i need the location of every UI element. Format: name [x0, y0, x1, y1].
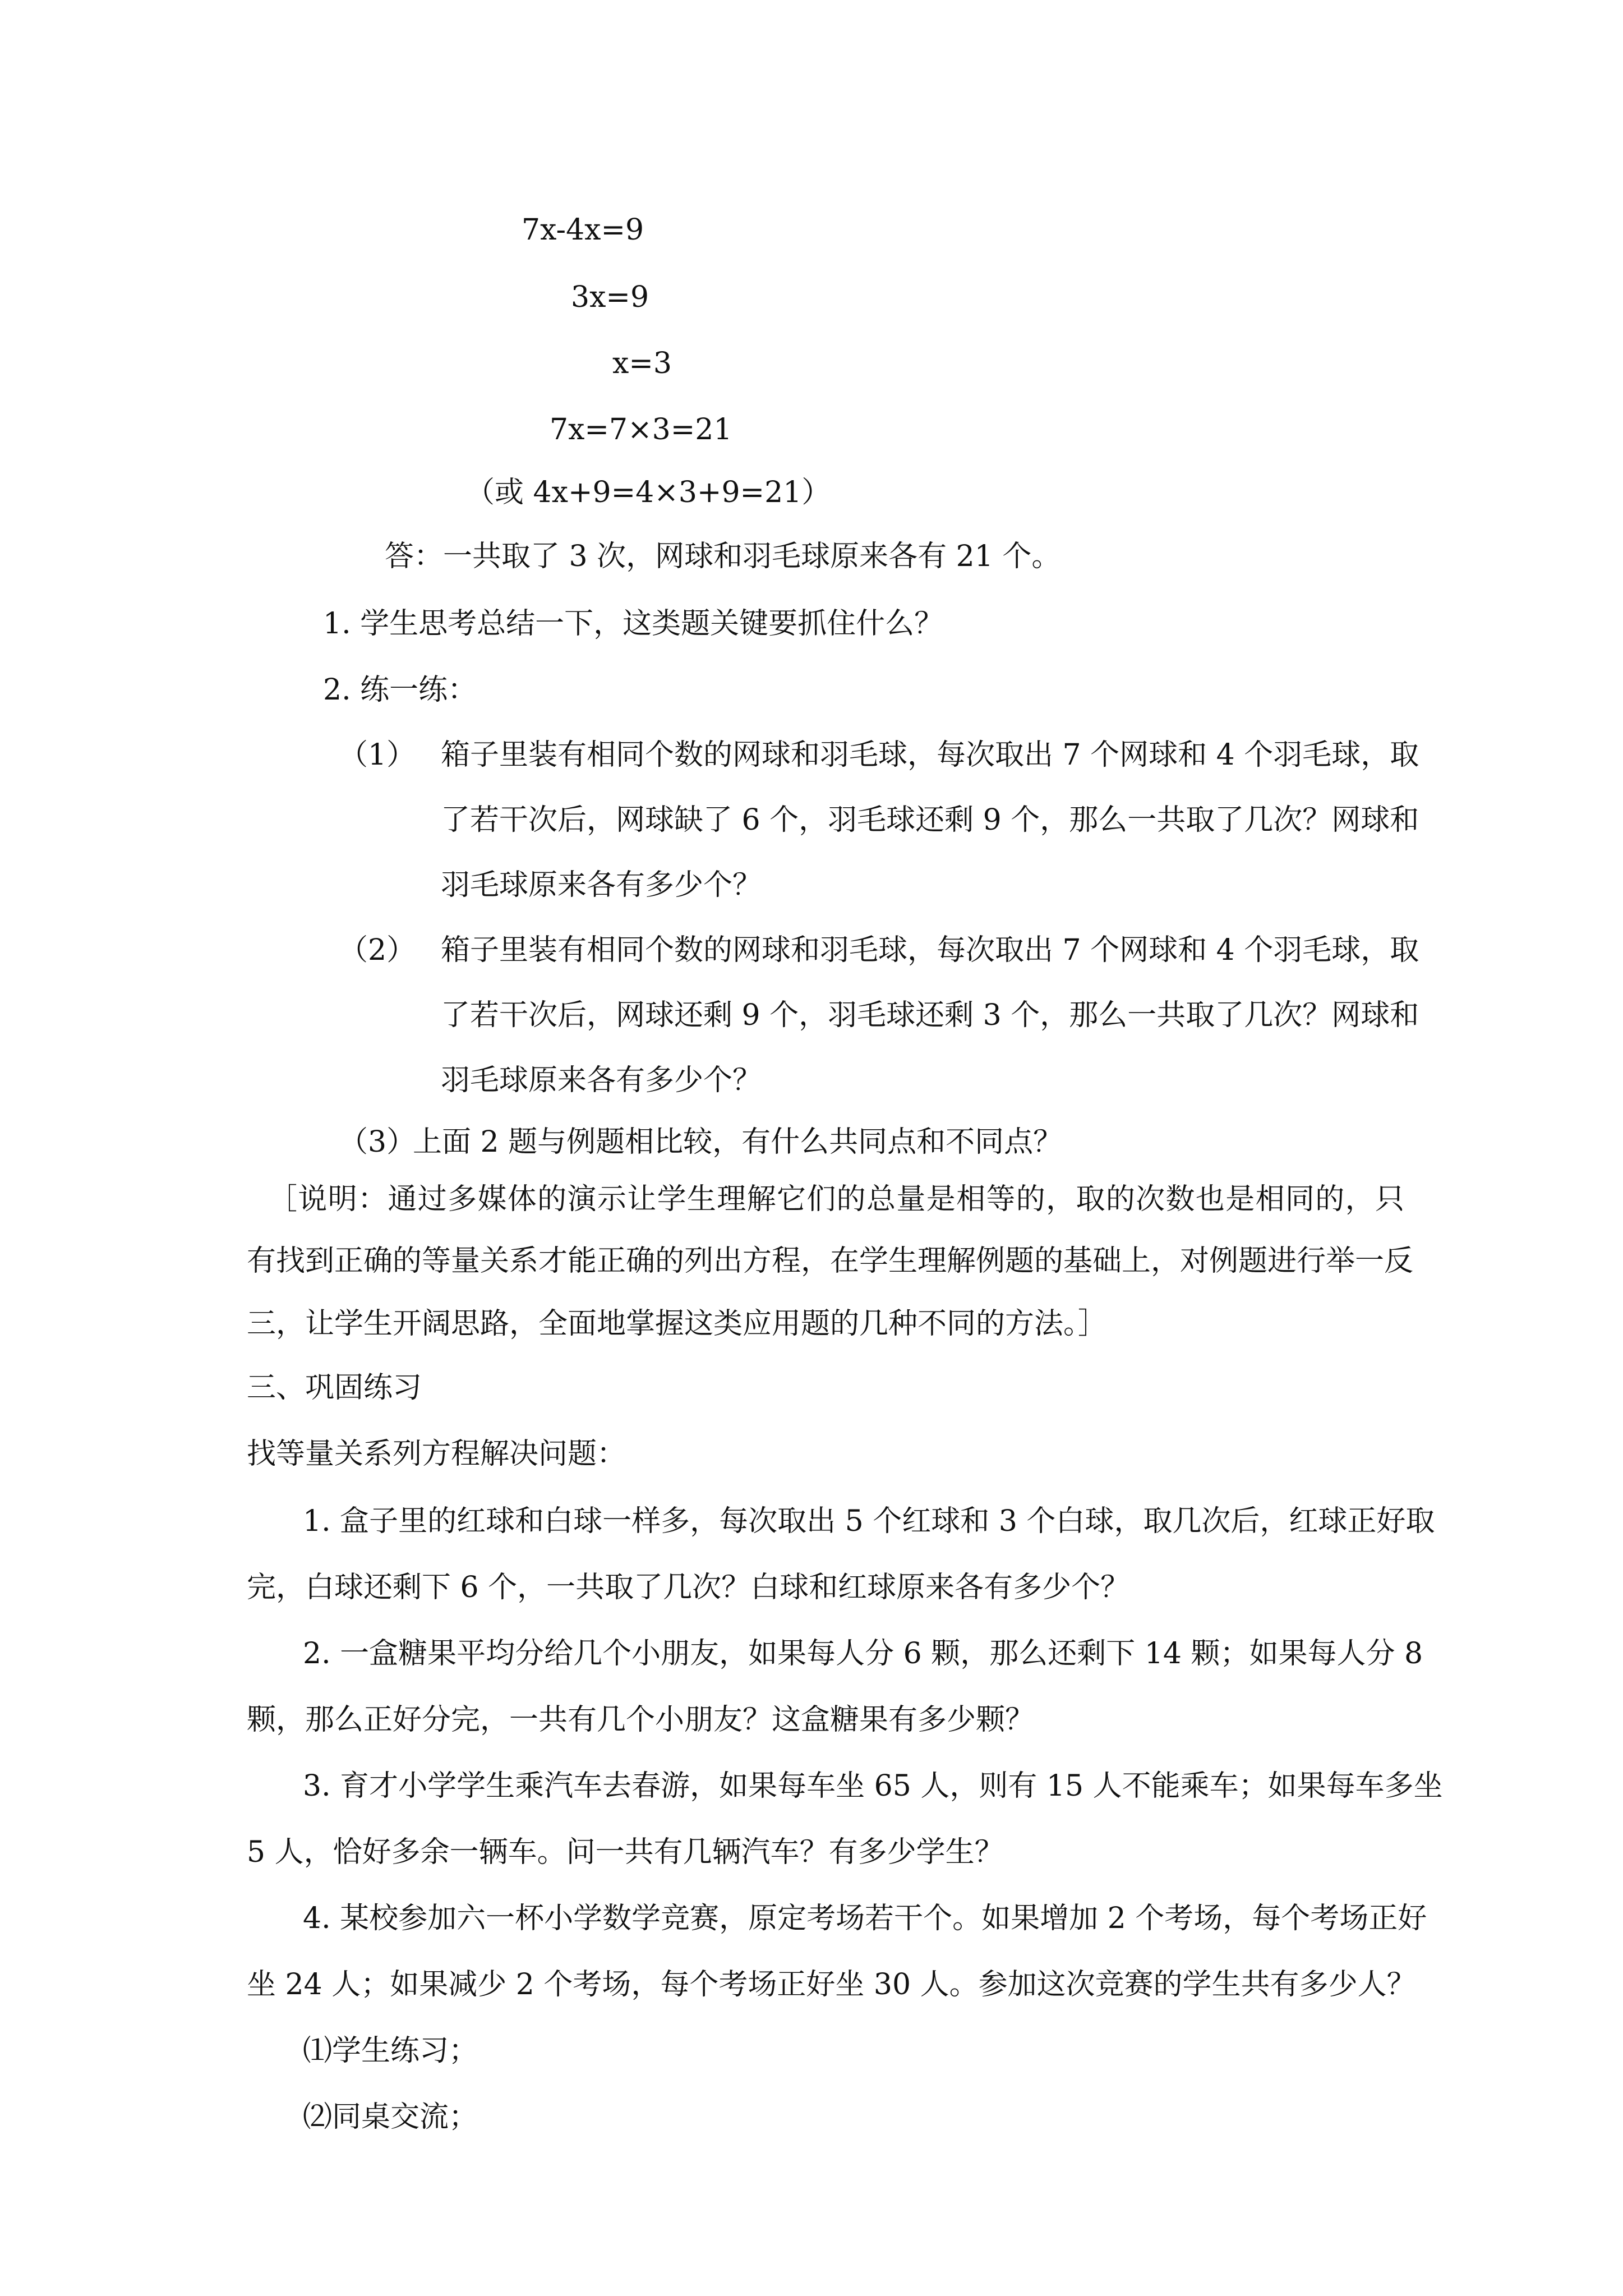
exercise-3-number: （3） — [339, 1125, 416, 1159]
equation-line-1: 7x-4x=9 — [522, 213, 644, 247]
exercise-2-line-2: 了若干次后，网球还剩 9 个，羽毛球还剩 3 个，那么一共取了几次？网球和 — [441, 999, 1419, 1032]
exercise-2-number: （2） — [339, 933, 416, 967]
answer-text: 答：一共取了 3 次，网球和羽毛球原来各有 21 个。 — [385, 540, 1061, 573]
exercise-1-number: （1） — [339, 738, 416, 772]
step-peer-discussion: ⑵同桌交流； — [303, 2100, 478, 2134]
exercise-1-line-2: 了若干次后，网球缺了 6 个，羽毛球还剩 9 个，那么一共取了几次？网球和 — [441, 803, 1419, 837]
equation-line-2: 3x=9 — [571, 280, 649, 314]
note-line-1: ［说明：通过多媒体的演示让学生理解它们的总量是相等的，取的次数也是相同的，只 — [268, 1182, 1404, 1216]
problem-1-line-2: 完，白球还剩下 6 个，一共取了几次？白球和红球原来各有多少个？ — [247, 1571, 1130, 1604]
note-line-2: 有找到正确的等量关系才能正确的列出方程，在学生理解例题的基础上，对例题进行举一反 — [247, 1244, 1414, 1278]
section-intro: 找等量关系列方程解决问题： — [247, 1437, 626, 1471]
problem-3-line-2: 5 人，恰好多余一辆车。问一共有几辆汽车？有多少学生？ — [247, 1835, 1004, 1869]
problem-2-line-2: 颗，那么正好分完，一共有几个小朋友？这盒糖果有多少颗？ — [247, 1703, 1035, 1737]
problem-2-line-1: 2. 一盒糖果平均分给几个小朋友，如果每人分 6 颗，那么还剩下 14 颗；如果每人分 8 — [303, 1637, 1423, 1671]
section-heading: 三、巩固练习 — [247, 1371, 422, 1405]
exercise-2-line-3: 羽毛球原来各有多少个？ — [441, 1064, 762, 1097]
note-line-3: 三，让学生开阔思路，全面地掌握这类应用题的几种不同的方法。］ — [247, 1307, 1108, 1341]
exercise-1-line-1: 箱子里装有相同个数的网球和羽毛球，每次取出 7 个网球和 4 个羽毛球，取 — [441, 738, 1419, 772]
problem-4-line-1: 4. 某校参加六一杯小学数学竞赛，原定考场若干个。如果增加 2 个考场，每个考场正好 — [303, 1902, 1427, 1935]
problem-3-line-1: 3. 育才小学学生乘汽车去春游，如果每车坐 65 人，则有 15 人不能乘车；如果每车多坐 — [303, 1769, 1443, 1803]
question-1: 1. 学生思考总结一下，这类题关键要抓住什么？ — [323, 607, 944, 641]
step-student-practice: ⑴学生练习； — [303, 2034, 478, 2068]
exercise-2-line-1: 箱子里装有相同个数的网球和羽毛球，每次取出 7 个网球和 4 个羽毛球，取 — [441, 933, 1419, 967]
equation-line-5: （或 4x+9=4×3+9=21） — [465, 476, 831, 509]
problem-4-line-2: 坐 24 人；如果减少 2 个考场，每个考场正好坐 30 人。参加这次竞赛的学生共有多少人？ — [247, 1968, 1416, 2001]
question-2: 2. 练一练： — [323, 673, 477, 707]
problem-1-line-1: 1. 盒子里的红球和白球一样多，每次取出 5 个红球和 3 个白球，取几次后，红球正好取 — [303, 1504, 1435, 1538]
equation-line-4: 7x=7×3=21 — [550, 413, 732, 447]
equation-line-3: x=3 — [612, 347, 672, 380]
exercise-1-line-3: 羽毛球原来各有多少个？ — [441, 868, 762, 902]
exercise-3-text: 上面 2 题与例题相比较，有什么共同点和不同点？ — [413, 1125, 1063, 1159]
